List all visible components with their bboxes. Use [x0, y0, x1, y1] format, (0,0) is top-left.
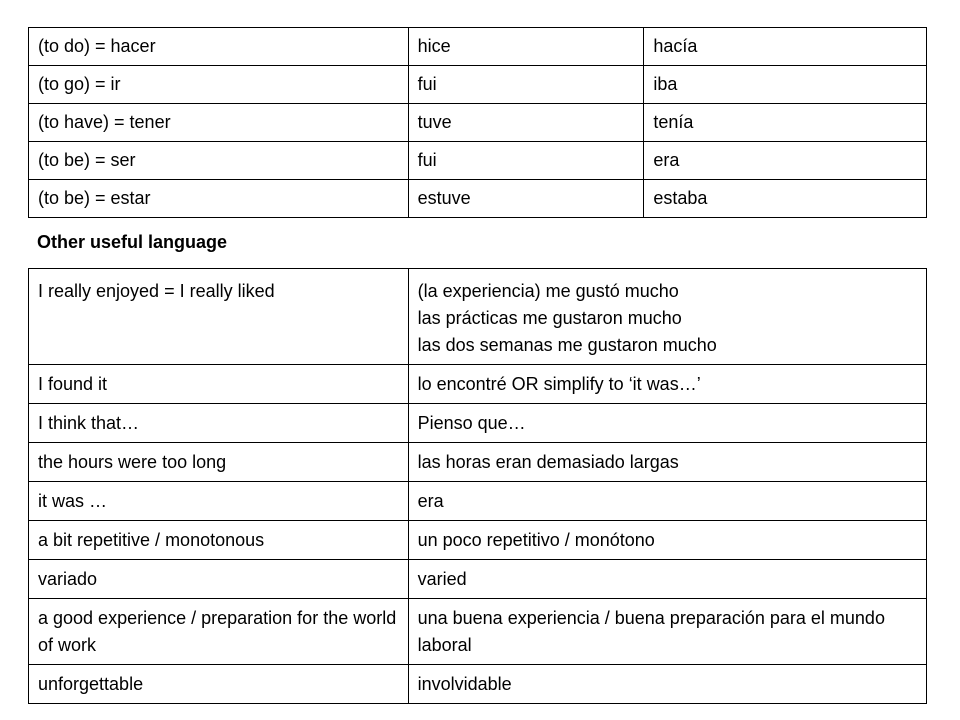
- phrase-spanish-line: (la experiencia) me gustó mucho: [417, 281, 679, 301]
- verb-preterite-cell: estuve: [408, 180, 644, 218]
- verb-preterite-cell: tuve: [408, 104, 644, 142]
- table-row: [29, 66, 927, 104]
- phrase-english-cell: a good experience / preparation for the world of work: [29, 599, 409, 665]
- verb-english-cell: (to be) = estar: [29, 180, 409, 218]
- verb-preterite-cell: hice: [408, 28, 644, 66]
- phrase-spanish-cell: un poco repetitivo / monótono: [408, 521, 926, 560]
- table-row: [29, 404, 927, 443]
- phrase-spanish-cell: varied: [408, 560, 926, 599]
- phrase-spanish-cell: las horas eran demasiado largas: [408, 443, 926, 482]
- verb-english-cell: (to do) = hacer: [29, 28, 409, 66]
- phrase-spanish-cell: lo encontré OR simplify to ‘it was…’: [408, 365, 926, 404]
- table-row: [29, 269, 927, 365]
- useful-language-table: [28, 268, 927, 704]
- table-row: [29, 665, 927, 704]
- phrase-english-cell: unforgettable: [29, 665, 409, 704]
- table-row: [29, 365, 927, 404]
- phrase-spanish-cell: [408, 269, 926, 365]
- table-row: [29, 482, 927, 521]
- table-row: [29, 180, 927, 218]
- table-row: [29, 28, 927, 66]
- verb-imperfect-cell: era: [644, 142, 927, 180]
- table-row: [29, 560, 927, 599]
- table-row: [29, 142, 927, 180]
- phrase-spanish-cell: era: [408, 482, 926, 521]
- verb-imperfect-cell: iba: [644, 66, 927, 104]
- verb-imperfect-cell: hacía: [644, 28, 927, 66]
- phrase-english-cell: I found it: [29, 365, 409, 404]
- verb-english-cell: (to go) = ir: [29, 66, 409, 104]
- verb-imperfect-cell: estaba: [644, 180, 927, 218]
- verb-english-cell: (to be) = ser: [29, 142, 409, 180]
- table-row: [29, 599, 927, 665]
- phrase-english-cell: it was …: [29, 482, 409, 521]
- phrase-english-cell: I think that…: [29, 404, 409, 443]
- verb-imperfect-cell: tenía: [644, 104, 927, 142]
- table-row: [29, 521, 927, 560]
- table-row: [29, 104, 927, 142]
- phrase-english-cell: the hours were too long: [29, 443, 409, 482]
- phrase-spanish-line: las prácticas me gustaron mucho: [417, 308, 682, 328]
- table-row: [29, 443, 927, 482]
- phrase-spanish-line: las dos semanas me gustaron mucho: [417, 335, 717, 355]
- phrase-spanish-cell: involvidable: [408, 665, 926, 704]
- phrase-english-cell: variado: [29, 560, 409, 599]
- verb-table: [28, 27, 927, 218]
- phrase-english-cell: a bit repetitive / monotonous: [29, 521, 409, 560]
- phrase-english-cell: I really enjoyed = I really liked: [29, 269, 409, 365]
- verb-preterite-cell: fui: [408, 142, 644, 180]
- phrase-spanish-cell: Pienso que…: [408, 404, 926, 443]
- verb-english-cell: (to have) = tener: [29, 104, 409, 142]
- verb-preterite-cell: fui: [408, 66, 644, 104]
- phrase-spanish-cell: una buena experiencia / buena preparación para el mundo laboral: [408, 599, 926, 665]
- section-heading: Other useful language: [37, 232, 228, 252]
